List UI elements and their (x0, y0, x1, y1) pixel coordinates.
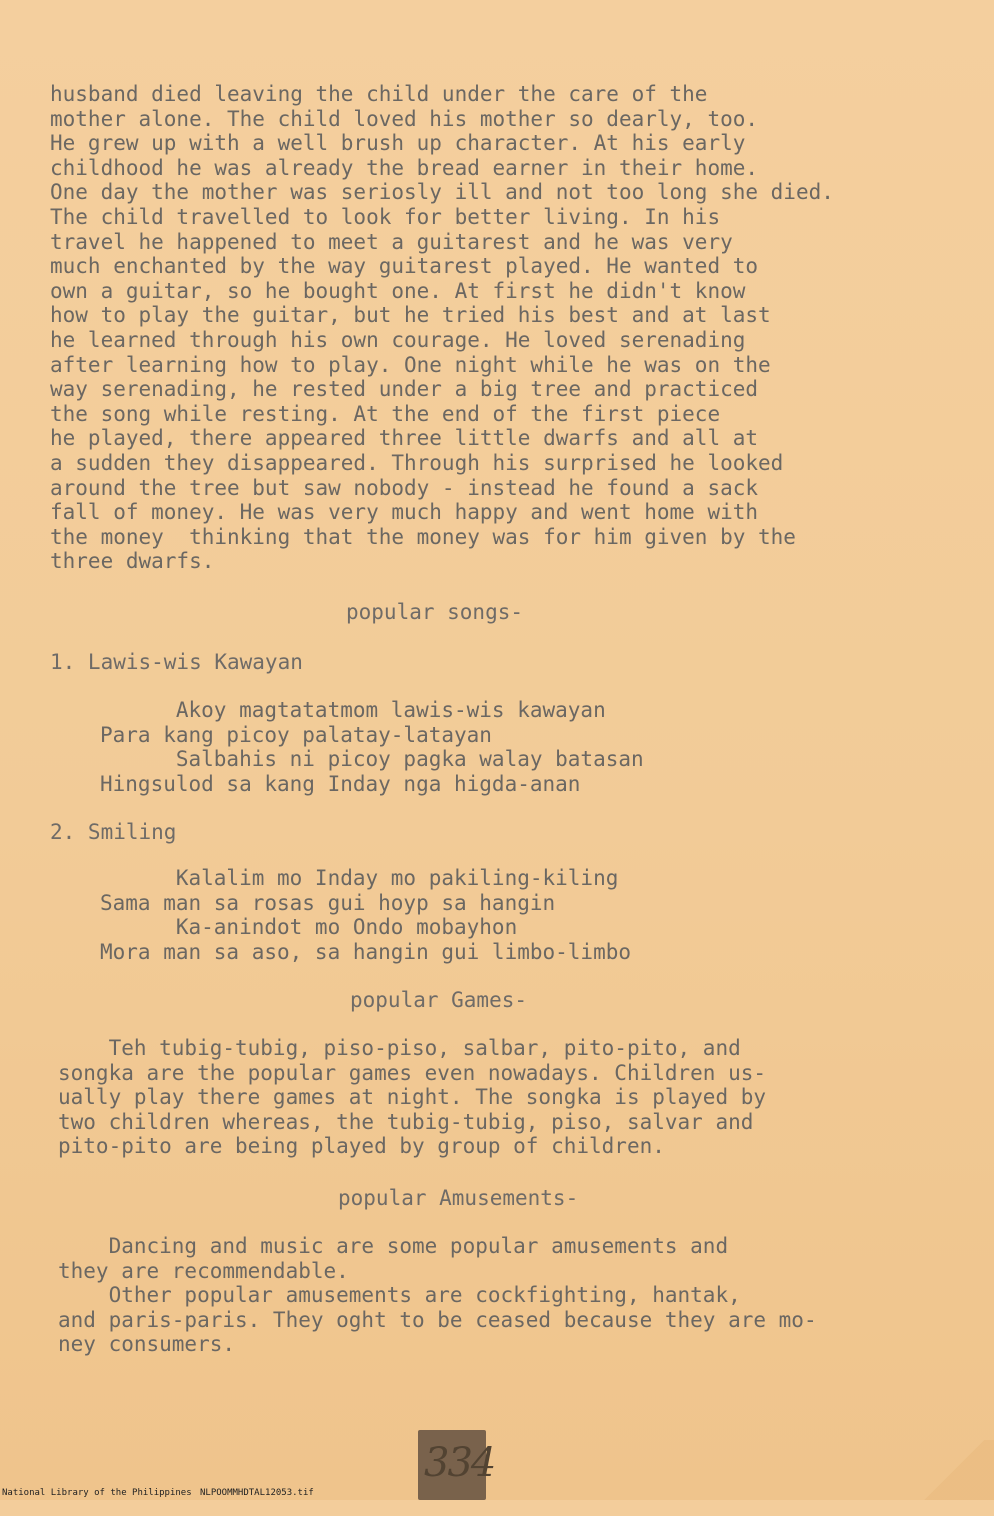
scan-footer (0, 1486, 994, 1500)
lyric-line: Akoy magtatatmom lawis-wis kawayan (100, 698, 606, 722)
lyric-line: Kalalim mo Inday mo pakiling-kiling (100, 866, 619, 890)
story-line: after learning how to play. One night while he was on the (50, 352, 771, 377)
footer-file: NLPOOMMHDTAL12053.tif (200, 1488, 314, 1498)
story-line: husband died leaving the child under the care of the (50, 82, 708, 106)
lyric-line: Sama man sa rosas gui hoyp sa hangin (100, 890, 556, 915)
games-heading: popular Games- (350, 988, 528, 1012)
story-line: the song while resting. At the end of the first piece (50, 401, 721, 426)
lyric-line: Mora man sa aso, sa hangin gui limbo-limbo (100, 939, 632, 964)
games-line: Teh tubig-tubig, piso-piso, salbar, pito-pito, and (58, 1036, 741, 1060)
story-line: childhood he was already the bread earner in their home. (50, 155, 759, 180)
story-line: the money thinking that the money was for him given by the (50, 524, 796, 549)
amusements-line: Dancing and music are some popular amusements and (58, 1234, 729, 1258)
amusements-line: and paris-paris. They oght to be ceased because they are mo- (58, 1307, 817, 1332)
amusements-line: ney consumers. (58, 1332, 236, 1357)
story-line: three dwarfs. (50, 549, 215, 574)
songs-heading: popular songs- (346, 600, 524, 624)
lyric-line: Para kang picoy palatay-latayan (100, 722, 492, 747)
games-line: ually play there games at night. The songka is played by (58, 1085, 767, 1110)
story-line: he learned through his own courage. He loved serenading (50, 327, 746, 352)
story-line: He grew up with a well brush up character. At his early (50, 131, 746, 156)
song-2-title: 2. Smiling (50, 820, 177, 844)
story-line: travel he happened to meet a guitarest and he was very (50, 229, 733, 254)
amusements-line: they are recommendable. (58, 1258, 349, 1283)
games-line: two children whereas, the tubig-tubig, piso, salvar and (58, 1109, 754, 1134)
page-number: 334 (424, 1440, 495, 1486)
lyric-line: Hingsulod sa kang Inday nga higda-anan (100, 771, 581, 796)
story-line: fall of money. He was very much happy and went home with (50, 500, 759, 525)
lyric-line: Ka-anindot mo Ondo mobayhon (100, 915, 518, 940)
story-line: mother alone. The child loved his mother so dearly, too. (50, 106, 759, 131)
story-line: much enchanted by the way guitarest played. He wanted to (50, 254, 759, 279)
story-line: One day the mother was seriosly ill and not too long she died. (50, 180, 834, 205)
amusements-paragraph (58, 1234, 817, 1357)
song-1-title: 1. Lawis-wis Kawayan (50, 650, 303, 674)
story-line: how to play the guitar, but he tried his best and at last (50, 303, 771, 328)
games-line: pito-pito are being played by group of children. (58, 1134, 665, 1159)
story-line: The child travelled to look for better living. In his (50, 204, 721, 229)
amusements-line: Other popular amusements are cockfighting, hantak, (58, 1283, 741, 1308)
story-line: way serenading, he rested under a big tree and practiced (50, 377, 759, 402)
lyric-line: Salbahis ni picoy pagka walay batasan (100, 747, 644, 772)
song-1-lyrics (100, 698, 644, 796)
story-line: he played, there appeared three little dwarfs and all at (50, 426, 759, 451)
games-line: songka are the popular games even nowadays. Children us- (58, 1060, 767, 1085)
footer-library: National Library of the Philippines (2, 1488, 192, 1498)
story-line: around the tree but saw nobody - instead he found a sack (50, 475, 759, 500)
story-line: a sudden they disappeared. Through his surprised he looked (50, 450, 784, 475)
story-line: own a guitar, so he bought one. At first he didn't know (50, 278, 746, 303)
story-paragraph (50, 82, 834, 574)
song-2-lyrics (100, 866, 631, 964)
amusements-heading: popular Amusements- (338, 1186, 579, 1210)
games-paragraph (58, 1036, 766, 1159)
